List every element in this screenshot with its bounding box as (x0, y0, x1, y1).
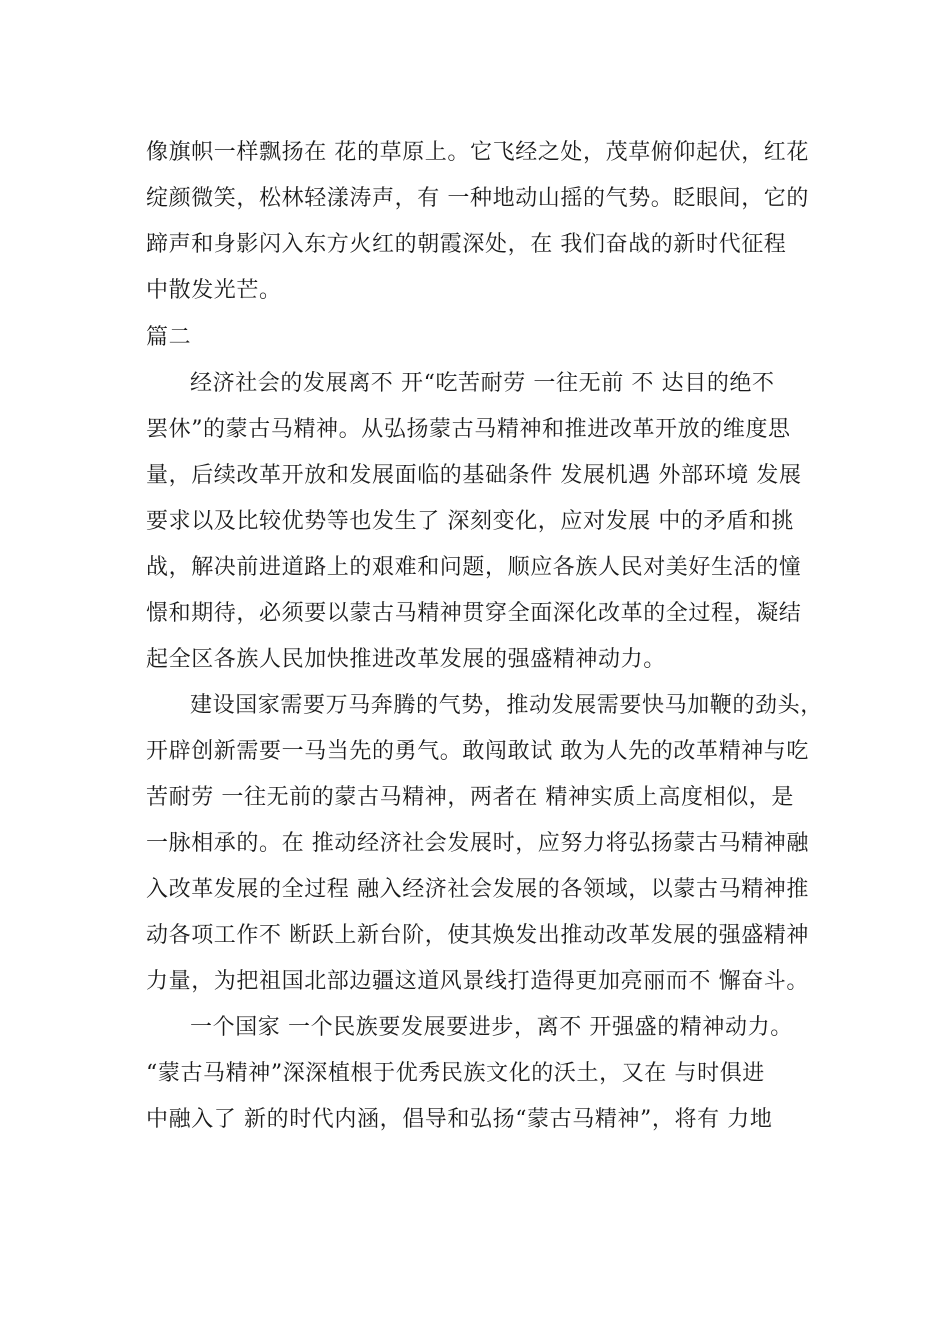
text-line: 开辟创新需要一马当先的勇气。敢闯敢试 敢为人先的改革精神与吃 (146, 739, 809, 764)
text-line: 战，解决前进道路上的艰难和问题，顺应各族人民对美好生活的憧 (146, 555, 802, 580)
text-line: 像旗帜一样飘扬在 花的草原上。它飞经之处，茂草俯仰起伏，红花 (146, 140, 809, 165)
text-line: “蒙古马精神”深深植根于优秀民族文化的沃土，又在 与时俱进 (146, 1061, 765, 1086)
paragraph-first-line: 经济社会的发展离不 开“吃苦耐劳 一往无前 不 达目的绝不 (190, 371, 775, 396)
text-line: 起全区各族人民加快推进改革发展的强盛精神动力。 (146, 647, 666, 672)
text-line: 中散发光芒。 (146, 278, 282, 303)
text-line: 一脉相承的。在 推动经济社会发展时，应努力将弘扬蒙古马精神融 (146, 831, 809, 856)
paragraph-first-line: 一个国家 一个民族要发展要进步，离不 开强盛的精神动力。 (190, 1015, 793, 1040)
text-line: 憬和期待，必须要以蒙古马精神贯穿全面深化改革的全过程，凝结 (146, 601, 802, 626)
text-line: 入改革发展的全过程 融入经济社会发展的各领域，以蒙古马精神推 (146, 877, 809, 902)
text-line: 罢休”的蒙古马精神。从弘扬蒙古马精神和推进改革开放的维度思 (146, 417, 791, 442)
text-line: 苦耐劳 一往无前的蒙古马精神，两者在 精神实质上高度相似，是 (146, 785, 794, 810)
text-line: 动各项工作不 断跃上新台阶，使其焕发出推动改革发展的强盛精神 (146, 923, 809, 948)
text-line: 力量，为把祖国北部边疆这道风景线打造得更加亮丽而不 懈奋斗。 (146, 969, 809, 994)
text-line: 中融入了 新的时代内涵，倡导和弘扬“蒙古马精神”，将有 力地 (146, 1107, 773, 1132)
section-heading: 篇二 (146, 325, 192, 350)
text-line: 绽颜微笑，松林轻漾涛声，有 一种地动山摇的气势。眨眼间，它的 (146, 186, 809, 211)
text-line: 蹄声和身影闪入东方火红的朝霞深处，在 我们奋战的新时代征程 (146, 232, 787, 257)
text-line: 量，后续改革开放和发展面临的基础条件 发展机遇 外部环境 发展 (146, 463, 802, 488)
paragraph-first-line: 建设国家需要万马奔腾的气势，推动发展需要快马加鞭的劲头， (190, 693, 823, 718)
text-line: 要求以及比较优势等也发生了 深刻变化，应对发展 中的矛盾和挑 (146, 509, 794, 534)
